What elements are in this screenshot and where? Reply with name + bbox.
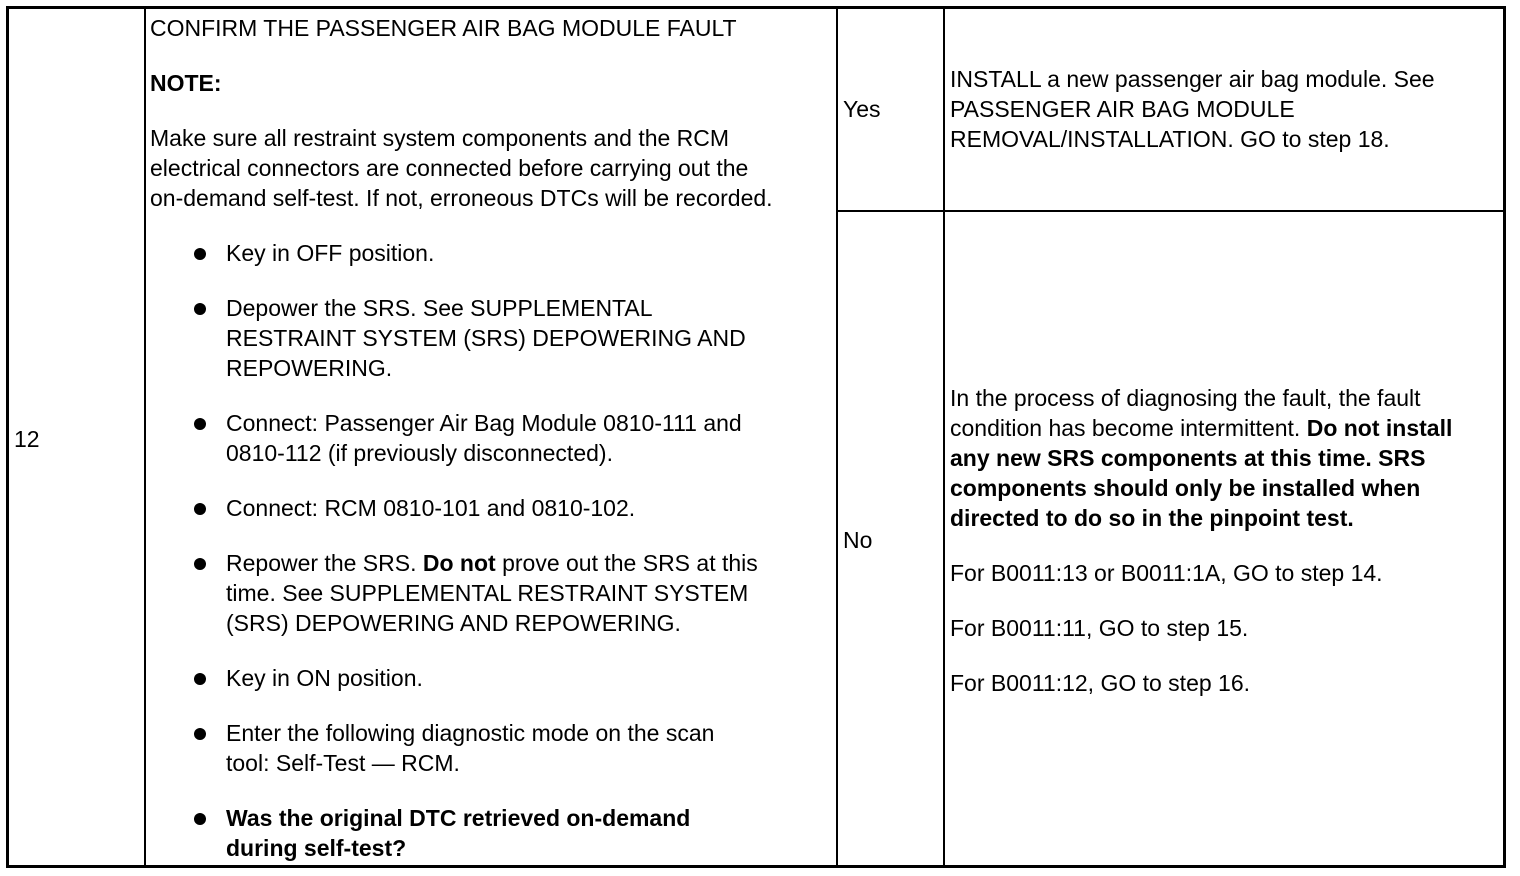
no-label: No: [843, 527, 873, 553]
bullet-line: Key in ON position.: [226, 665, 423, 691]
bullet-item: [226, 718, 714, 778]
bullet-emphasis: Do not: [422, 550, 496, 576]
no-text: condition has become intermittent.: [950, 415, 1307, 441]
no-emphasis: Do not install: [1306, 415, 1453, 441]
bullet-icon: [194, 813, 206, 825]
no-action: [950, 383, 1452, 533]
bullet-line: Key in OFF position.: [226, 240, 435, 266]
bullet-icon: [194, 303, 206, 315]
bullet-item: [226, 663, 423, 693]
note-line: electrical connectors are connected before carrying out the: [150, 155, 749, 181]
column-divider-3: [943, 6, 945, 868]
bullet-item: [226, 408, 742, 468]
goto-step-15: For B0011:11, GO to step 15.: [950, 615, 1249, 641]
note-line: on-demand self-test. If not, erroneous DTCs will be recorded.: [150, 185, 773, 211]
bullet-item: [226, 238, 434, 268]
goto-step-14: For B0011:13 or B0011:1A, GO to step 14.: [950, 560, 1383, 586]
bullet-line: time. See SUPPLEMENTAL RESTRAINT SYSTEM: [226, 580, 749, 606]
bullet-text: Repower the SRS.: [226, 550, 423, 576]
bullet-line: RESTRAINT SYSTEM (SRS) DEPOWERING AND: [226, 325, 746, 351]
no-line: In the process of diagnosing the fault, the fault: [950, 385, 1421, 411]
bullet-line: tool: Self-Test — RCM.: [226, 750, 460, 776]
bullet-item: [226, 493, 635, 523]
no-line: any new SRS components at this time. SRS: [950, 445, 1426, 471]
bullet-icon: [194, 248, 206, 260]
bullet-icon: [194, 673, 206, 685]
bullet-line: REPOWERING.: [226, 355, 393, 381]
bullet-item: [226, 293, 746, 383]
no-line: components should only be installed when: [950, 475, 1421, 501]
step-title: CONFIRM THE PASSENGER AIR BAG MODULE FAULT: [150, 15, 737, 41]
bullet-icon: [194, 418, 206, 430]
note-line: Make sure all restraint system components and the RCM: [150, 125, 730, 151]
yes-line: PASSENGER AIR BAG MODULE: [950, 96, 1295, 122]
no-line: [950, 413, 1452, 443]
yes-line: INSTALL a new passenger air bag module. See: [950, 66, 1435, 92]
bullet-line: Depower the SRS. See SUPPLEMENTAL: [226, 295, 653, 321]
yes-action: [950, 64, 1435, 154]
bullet-line: Enter the following diagnostic mode on the scan: [226, 720, 715, 746]
bullet-line: Connect: RCM 0810-101 and 0810-102.: [226, 495, 636, 521]
note-text: [150, 123, 773, 213]
bullet-icon: [194, 558, 206, 570]
column-divider-2: [836, 6, 838, 868]
bullet-line: [226, 548, 758, 578]
bullet-icon: [194, 728, 206, 740]
bullet-line: Was the original DTC retrieved on-demand: [226, 805, 691, 831]
bullet-line: Connect: Passenger Air Bag Module 0810-111 and: [226, 410, 742, 436]
yes-label: Yes: [843, 96, 881, 122]
step-number: 12: [14, 426, 40, 452]
no-line: directed to do so in the pinpoint test.: [950, 505, 1354, 531]
bullet-icon: [194, 503, 206, 515]
bullet-question: [226, 803, 690, 863]
bullet-line: during self-test?: [226, 835, 407, 861]
goto-step-16: For B0011:12, GO to step 16.: [950, 670, 1251, 696]
bullet-line: 0810-112 (if previously disconnected).: [226, 440, 613, 466]
bullet-text: prove out the SRS at this: [495, 550, 758, 576]
row-divider-yes-no: [836, 210, 1506, 212]
column-divider-1: [144, 6, 146, 868]
note-label: NOTE:: [150, 70, 222, 96]
yes-line: REMOVAL/INSTALLATION. GO to step 18.: [950, 126, 1390, 152]
bullet-line: (SRS) DEPOWERING AND REPOWERING.: [226, 610, 681, 636]
bullet-item: [226, 548, 758, 638]
